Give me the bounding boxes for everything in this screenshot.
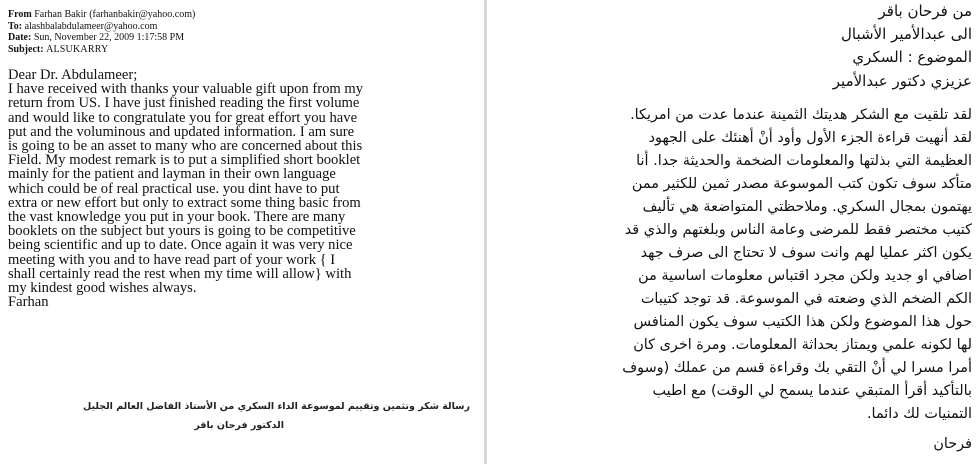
email-from-label: From xyxy=(8,9,32,20)
letter-line: the vast knowledge you put in your book. There are many xyxy=(8,209,346,226)
email-to-value: alashbalabdulameer@yahoo.com xyxy=(24,20,158,32)
letter-signature: Farhan xyxy=(8,294,49,311)
arabic-translation xyxy=(490,0,980,464)
arabic-body-line: يهتمون بمجال السكري. وملاحظتي المتواضعة هي تأليف xyxy=(642,199,972,215)
arabic-body-line: حول هذا الموضوع ولكن هذا الكتيب سوف يكون المنافس xyxy=(633,314,972,330)
letter-line: shall certainly read the rest when my time will allow} with xyxy=(8,265,352,282)
caption-line-1: رسالة شكر وتثمين وتقييم لموسوعة الداء السكري من الأستاذ الفاضل العالم الجليل xyxy=(82,401,470,412)
letter-line: Field. My modest remark is to put a simplified short booklet xyxy=(8,152,361,169)
letter-line: extra or new effort but only to extract some thing basic from xyxy=(8,194,361,211)
letter-line: my kindest good wishes always. xyxy=(8,280,197,297)
caption-line-2: الدكتور فرحان باقر xyxy=(194,420,284,431)
email-date-value: Sun, November 22, 2009 1:17:58 PM xyxy=(33,32,185,43)
arabic-body-line: الكم الضخم الذي وضعته في الموسوعة. قد توجد كتيبات xyxy=(640,291,972,307)
arabic-signature: فرحان xyxy=(933,436,972,452)
letter-line: meeting with you and to have read part of your work { I xyxy=(8,251,336,268)
email-from-value: Farhan Bakir (farhanbakir@yahoo.com) xyxy=(34,9,196,20)
arabic-body-line: متأكد سوف تكون كتب الموسوعة مصدر ثمين للكثير ممن xyxy=(631,176,972,192)
arabic-body-line: لقد تلقيت مع الشكر هديتك الثمينة عندما عدت من امريكا. xyxy=(630,107,972,123)
arabic-salutation: عزيزي دكتور عبدالأمير xyxy=(832,72,972,90)
letter-body xyxy=(8,68,478,309)
arabic-body-line: اضافي او جديد ولكن مجرد اقتباس معلومات اساسية من xyxy=(638,268,972,284)
letter-line: Dear Dr. Abdulameer; xyxy=(8,67,138,83)
email-header xyxy=(8,9,195,55)
email-date-label: Date: xyxy=(8,32,32,43)
arabic-body-line: كتيب مختصر فقط للمرضى وعامة الناس وبلغتهم والذي قد xyxy=(624,222,972,238)
arabic-body-line: يكون اكثر عمليا لهم وانت سوف لا تحتاج الى صرف جهد xyxy=(640,245,972,261)
letter-line: mainly for the patient and layman in their own language xyxy=(8,166,336,183)
letter-line: return from US. I have just finished reading the first volume xyxy=(8,95,360,112)
arabic-body-line: لها لكونه علمي ويمتاز بحداثة المعلومات. ومرة اخرى كان xyxy=(633,337,972,353)
letter-line: I have received with thanks your valuable gift upon from my xyxy=(8,81,364,98)
arabic-subject-line: الموضوع : السكري xyxy=(852,48,972,66)
email-to-label: To: xyxy=(8,20,23,32)
letter-line: and would like to congratulate you for great effort you have xyxy=(8,109,358,126)
email-subject-row xyxy=(8,44,195,56)
scanned-email-letter xyxy=(0,0,484,464)
arabic-body-line: العظيمة التي بذلتها والمعلومات الضخمة والحديثة جدا. أنا xyxy=(636,153,972,169)
arabic-body-line: لقد أنهيت قراءة الجزء الأول وأود أنْ أهنئك على الجهود xyxy=(648,130,972,146)
arabic-body-line: بالتأكيد أقرأ المتبقي عندما يسمح لي الوقت) مع اطيب xyxy=(652,383,972,399)
letter-line: being scientific and up to date. Once again it was very nice xyxy=(8,237,353,254)
arabic-body-line: أمرا مسرا لي أنْ التقي بك وقراءة قسم من عملك (وسوف xyxy=(622,360,972,376)
letter-line: which could be of real practical use. you dint have to put xyxy=(8,180,340,197)
arabic-to-line: الى عبدالأمير الأشبال xyxy=(841,25,972,43)
email-subject-value: ALSUKARRY xyxy=(46,43,109,55)
email-from-row xyxy=(8,9,195,21)
email-date-row xyxy=(8,32,195,44)
letter-line: put and the voluminous and updated information. I am sure xyxy=(8,123,355,140)
page-divider xyxy=(484,0,487,464)
letter-line: booklets on the subject but yours is going to be competitive xyxy=(8,223,356,240)
letter-line: is going to be an asset to many who are concerned about this xyxy=(8,138,363,155)
email-to-row xyxy=(8,21,195,33)
arabic-body-line: التمنيات لك دائما. xyxy=(866,406,972,422)
email-subject-label: Subject: xyxy=(8,43,44,55)
arabic-from-line: من فرحان باقر xyxy=(878,2,972,20)
